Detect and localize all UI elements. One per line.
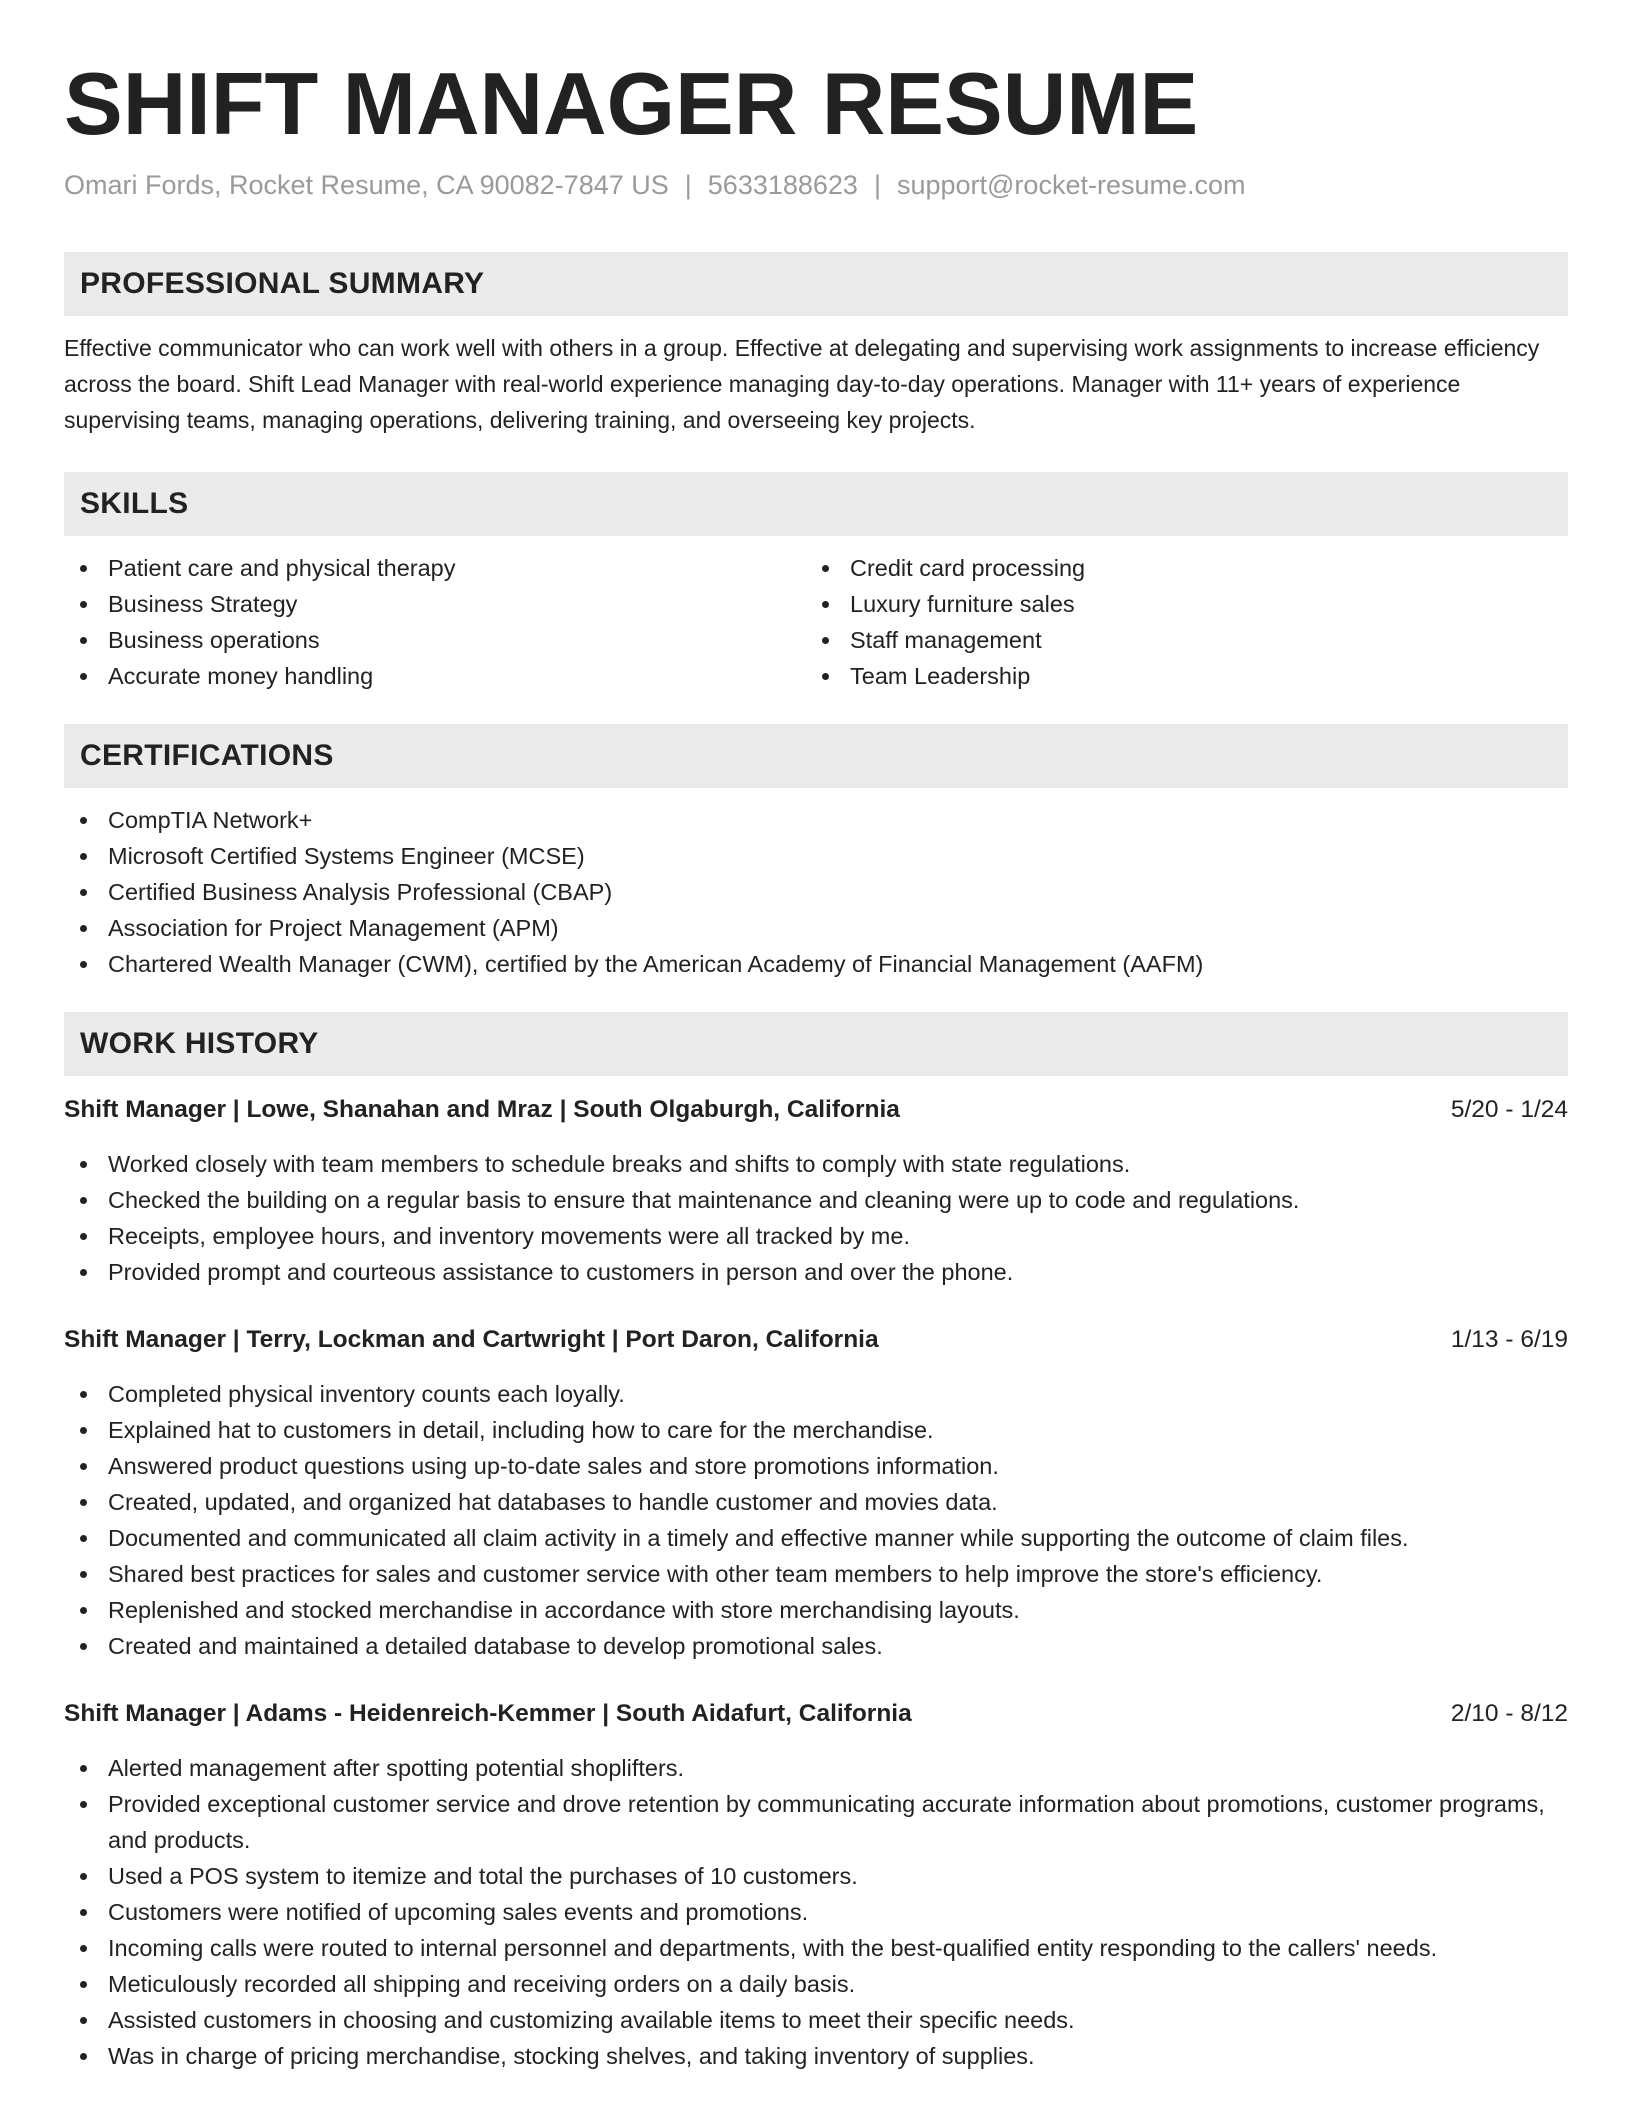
skill-item: Accurate money handling: [64, 658, 806, 694]
skill-item: Team Leadership: [806, 658, 1548, 694]
work-history-section: [64, 1012, 1568, 2074]
skill-item: Patient care and physical therapy: [64, 550, 806, 586]
skills-column-right: [806, 550, 1548, 694]
summary-section: [64, 252, 1568, 438]
summary-text: Effective communicator who can work well with others in a group. Effective at delegating and supervising work assignments to increase efficiency across the board. Shift Lead Manager with real-world experience managing day-to-day operations. Manager with 11+ years of experience supervising teams, managing operations, delivering training, and overseeing key projects.: [64, 335, 1540, 433]
certification-item: Certified Business Analysis Professional (CBAP): [64, 874, 1568, 910]
job-bullet: Created and maintained a detailed database to develop promotional sales.: [64, 1628, 1568, 1664]
page-title: SHIFT MANAGER RESUME: [64, 54, 1199, 153]
job-bullet: Meticulously recorded all shipping and receiving orders on a daily basis.: [64, 1966, 1568, 2002]
job-entry: [64, 1696, 1568, 2074]
contact-separator: |: [873, 170, 881, 200]
job-bullet: Provided exceptional customer service and drove retention by communicating accurate information about promotions, customer programs, and products.: [64, 1786, 1568, 1858]
contact-email: support@rocket-resume.com: [896, 170, 1246, 200]
work-history-heading: WORK HISTORY: [64, 1012, 1568, 1076]
job-bullets: [64, 1376, 1568, 1664]
job-bullet: Checked the building on a regular basis to ensure that maintenance and cleaning were up to code and regulations.: [64, 1182, 1568, 1218]
job-dates: 1/13 - 6/19: [1450, 1326, 1568, 1353]
skill-item: Staff management: [806, 622, 1548, 658]
skill-item: Credit card processing: [806, 550, 1548, 586]
job-dates: 5/20 - 1/24: [1450, 1096, 1568, 1123]
contact-address: Omari Fords, Rocket Resume, CA 90082-7847 US: [64, 170, 669, 200]
skill-item: Luxury furniture sales: [806, 586, 1548, 622]
job-bullet: Shared best practices for sales and customer service with other team members to help improve the store's efficiency.: [64, 1556, 1568, 1592]
job-bullet: Alerted management after spotting potential shoplifters.: [64, 1750, 1568, 1786]
skills-column-left: [64, 550, 806, 694]
job-bullet: Worked closely with team members to schedule breaks and shifts to comply with state regulations.: [64, 1146, 1568, 1182]
job-bullets: [64, 1750, 1568, 2074]
job-bullet: Used a POS system to itemize and total the purchases of 10 customers.: [64, 1858, 1568, 1894]
job-title: Shift Manager | Terry, Lockman and Cartwright | Port Daron, California: [64, 1326, 879, 1353]
summary-heading: PROFESSIONAL SUMMARY: [64, 252, 1568, 316]
job-title: Shift Manager | Adams - Heidenreich-Kemmer | South Aidafurt, California: [64, 1700, 912, 1727]
job-bullet: Assisted customers in choosing and customizing available items to meet their specific needs.: [64, 2002, 1568, 2038]
contact-phone: 5633188623: [707, 170, 858, 200]
job-bullet: Completed physical inventory counts each loyally.: [64, 1376, 1568, 1412]
contact-separator: |: [684, 170, 692, 200]
skills-heading: SKILLS: [64, 472, 1568, 536]
certifications-section: [64, 724, 1568, 982]
job-bullet: Incoming calls were routed to internal personnel and departments, with the best-qualified entity responding to the callers' needs.: [64, 1930, 1568, 1966]
contact-line: [64, 168, 1568, 202]
job-bullet: Replenished and stocked merchandise in accordance with store merchandising layouts.: [64, 1592, 1568, 1628]
job-title: Shift Manager | Lowe, Shanahan and Mraz | South Olgaburgh, California: [64, 1096, 900, 1123]
job-bullet: Explained hat to customers in detail, including how to care for the merchandise.: [64, 1412, 1568, 1448]
job-entry: [64, 1092, 1568, 1290]
certification-item: CompTIA Network+: [64, 802, 1568, 838]
certifications-heading: CERTIFICATIONS: [64, 724, 1568, 788]
certification-item: Microsoft Certified Systems Engineer (MCSE): [64, 838, 1568, 874]
certification-item: Chartered Wealth Manager (CWM), certified by the American Academy of Financial Management (AAFM): [64, 946, 1568, 982]
job-bullet: Created, updated, and organized hat databases to handle customer and movies data.: [64, 1484, 1568, 1520]
job-entry: [64, 1322, 1568, 1664]
job-bullets: [64, 1146, 1568, 1290]
job-bullet: Customers were notified of upcoming sales events and promotions.: [64, 1894, 1568, 1930]
job-bullet: Provided prompt and courteous assistance to customers in person and over the phone.: [64, 1254, 1568, 1290]
skill-item: Business operations: [64, 622, 806, 658]
job-bullet: Answered product questions using up-to-date sales and store promotions information.: [64, 1448, 1568, 1484]
skills-list-left: [64, 550, 806, 694]
certifications-list: [64, 802, 1568, 982]
job-header: [64, 1092, 1568, 1128]
skills-grid: [64, 550, 1568, 694]
job-bullet: Receipts, employee hours, and inventory movements were all tracked by me.: [64, 1218, 1568, 1254]
job-bullet: Documented and communicated all claim activity in a timely and effective manner while supporting the outcome of claim files.: [64, 1520, 1568, 1556]
certification-item: Association for Project Management (APM): [64, 910, 1568, 946]
skills-section: [64, 472, 1568, 694]
skill-item: Business Strategy: [64, 586, 806, 622]
job-header: [64, 1696, 1568, 1732]
job-bullet: Was in charge of pricing merchandise, stocking shelves, and taking inventory of supplies.: [64, 2038, 1568, 2074]
resume-page: [64, 0, 1568, 2074]
skills-list-right: [806, 550, 1548, 694]
job-dates: 2/10 - 8/12: [1450, 1700, 1568, 1727]
job-header: [64, 1322, 1568, 1358]
